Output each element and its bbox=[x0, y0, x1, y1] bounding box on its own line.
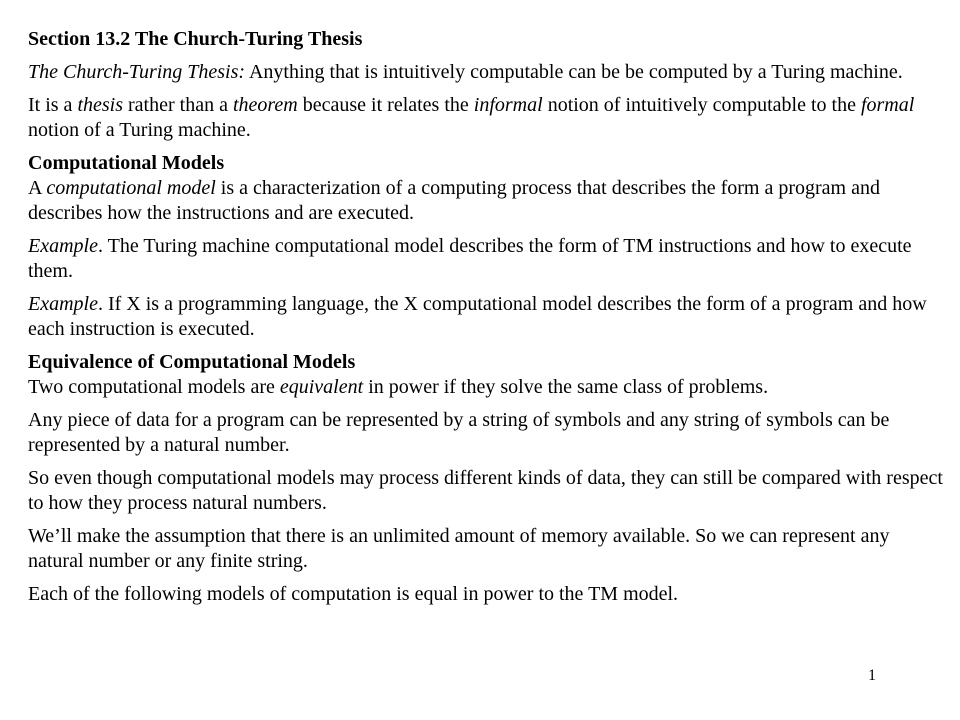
compare-paragraph: So even though computational models may process different kinds of data, they can still be compared with respect to how they process natural numbers. bbox=[28, 467, 943, 514]
models-heading: Computational Models bbox=[28, 152, 225, 174]
example-2-text: . If X is a programming language, the X computational model describes the form of a program and how each instruction is executed. bbox=[28, 293, 927, 340]
models-def-text-1: A bbox=[28, 177, 47, 199]
models-def-text-2: is a characterization of a computing process that describes the form a program and describes how the instructions and are executed. bbox=[28, 177, 880, 224]
data-paragraph: Any piece of data for a program can be represented by a string of symbols and any string of symbols can be represented by a natural number. bbox=[28, 409, 890, 456]
memory-paragraph: We’ll make the assumption that there is an unlimited amount of memory available. So we can represent any natural number or any finite string. bbox=[28, 525, 890, 572]
equivalence-heading: Equivalence of Computational Models bbox=[28, 351, 356, 373]
equivalence-block bbox=[28, 350, 943, 400]
thesis-note-paragraph bbox=[28, 93, 943, 143]
thesis-note-emphasis-2: theorem bbox=[232, 94, 298, 116]
thesis-note-text-1: It is a bbox=[28, 94, 78, 116]
example-1-lead: Example bbox=[28, 235, 98, 257]
example-2-lead: Example bbox=[28, 293, 98, 315]
models-list-intro: Each of the following models of computation is equal in power to the TM model. bbox=[28, 583, 679, 605]
thesis-note-emphasis-1: thesis bbox=[77, 94, 123, 116]
thesis-lead: The Church-Turing Thesis: bbox=[28, 61, 246, 83]
section-title: Section 13.2 The Church-Turing Thesis bbox=[28, 28, 363, 50]
thesis-note-text-3: because it relates the bbox=[297, 94, 474, 116]
slide-content bbox=[28, 27, 943, 615]
equivalence-def-text-2: in power if they solve the same class of problems. bbox=[363, 376, 769, 398]
thesis-paragraph bbox=[28, 60, 943, 85]
thesis-note-text-4: notion of intuitively computable to the bbox=[542, 94, 861, 116]
thesis-text: Anything that is intuitively computable can be be computed by a Turing machine. bbox=[245, 61, 903, 83]
thesis-note-emphasis-4: formal bbox=[860, 94, 915, 116]
example-1-text: . The Turing machine computational model describes the form of TM instructions and how to execute them. bbox=[28, 235, 912, 282]
thesis-note-emphasis-3: informal bbox=[473, 94, 543, 116]
example-1 bbox=[28, 234, 943, 284]
example-2 bbox=[28, 292, 943, 342]
page-number: 1 bbox=[868, 667, 876, 684]
thesis-note-text-2: rather than a bbox=[123, 94, 233, 116]
equivalence-def-text-1: Two computational models are bbox=[28, 376, 280, 398]
equivalence-def-emphasis: equivalent bbox=[279, 376, 364, 398]
thesis-note-text-5: notion of a Turing machine. bbox=[28, 119, 251, 141]
models-def-emphasis: computational model bbox=[46, 177, 216, 199]
models-block bbox=[28, 151, 943, 226]
